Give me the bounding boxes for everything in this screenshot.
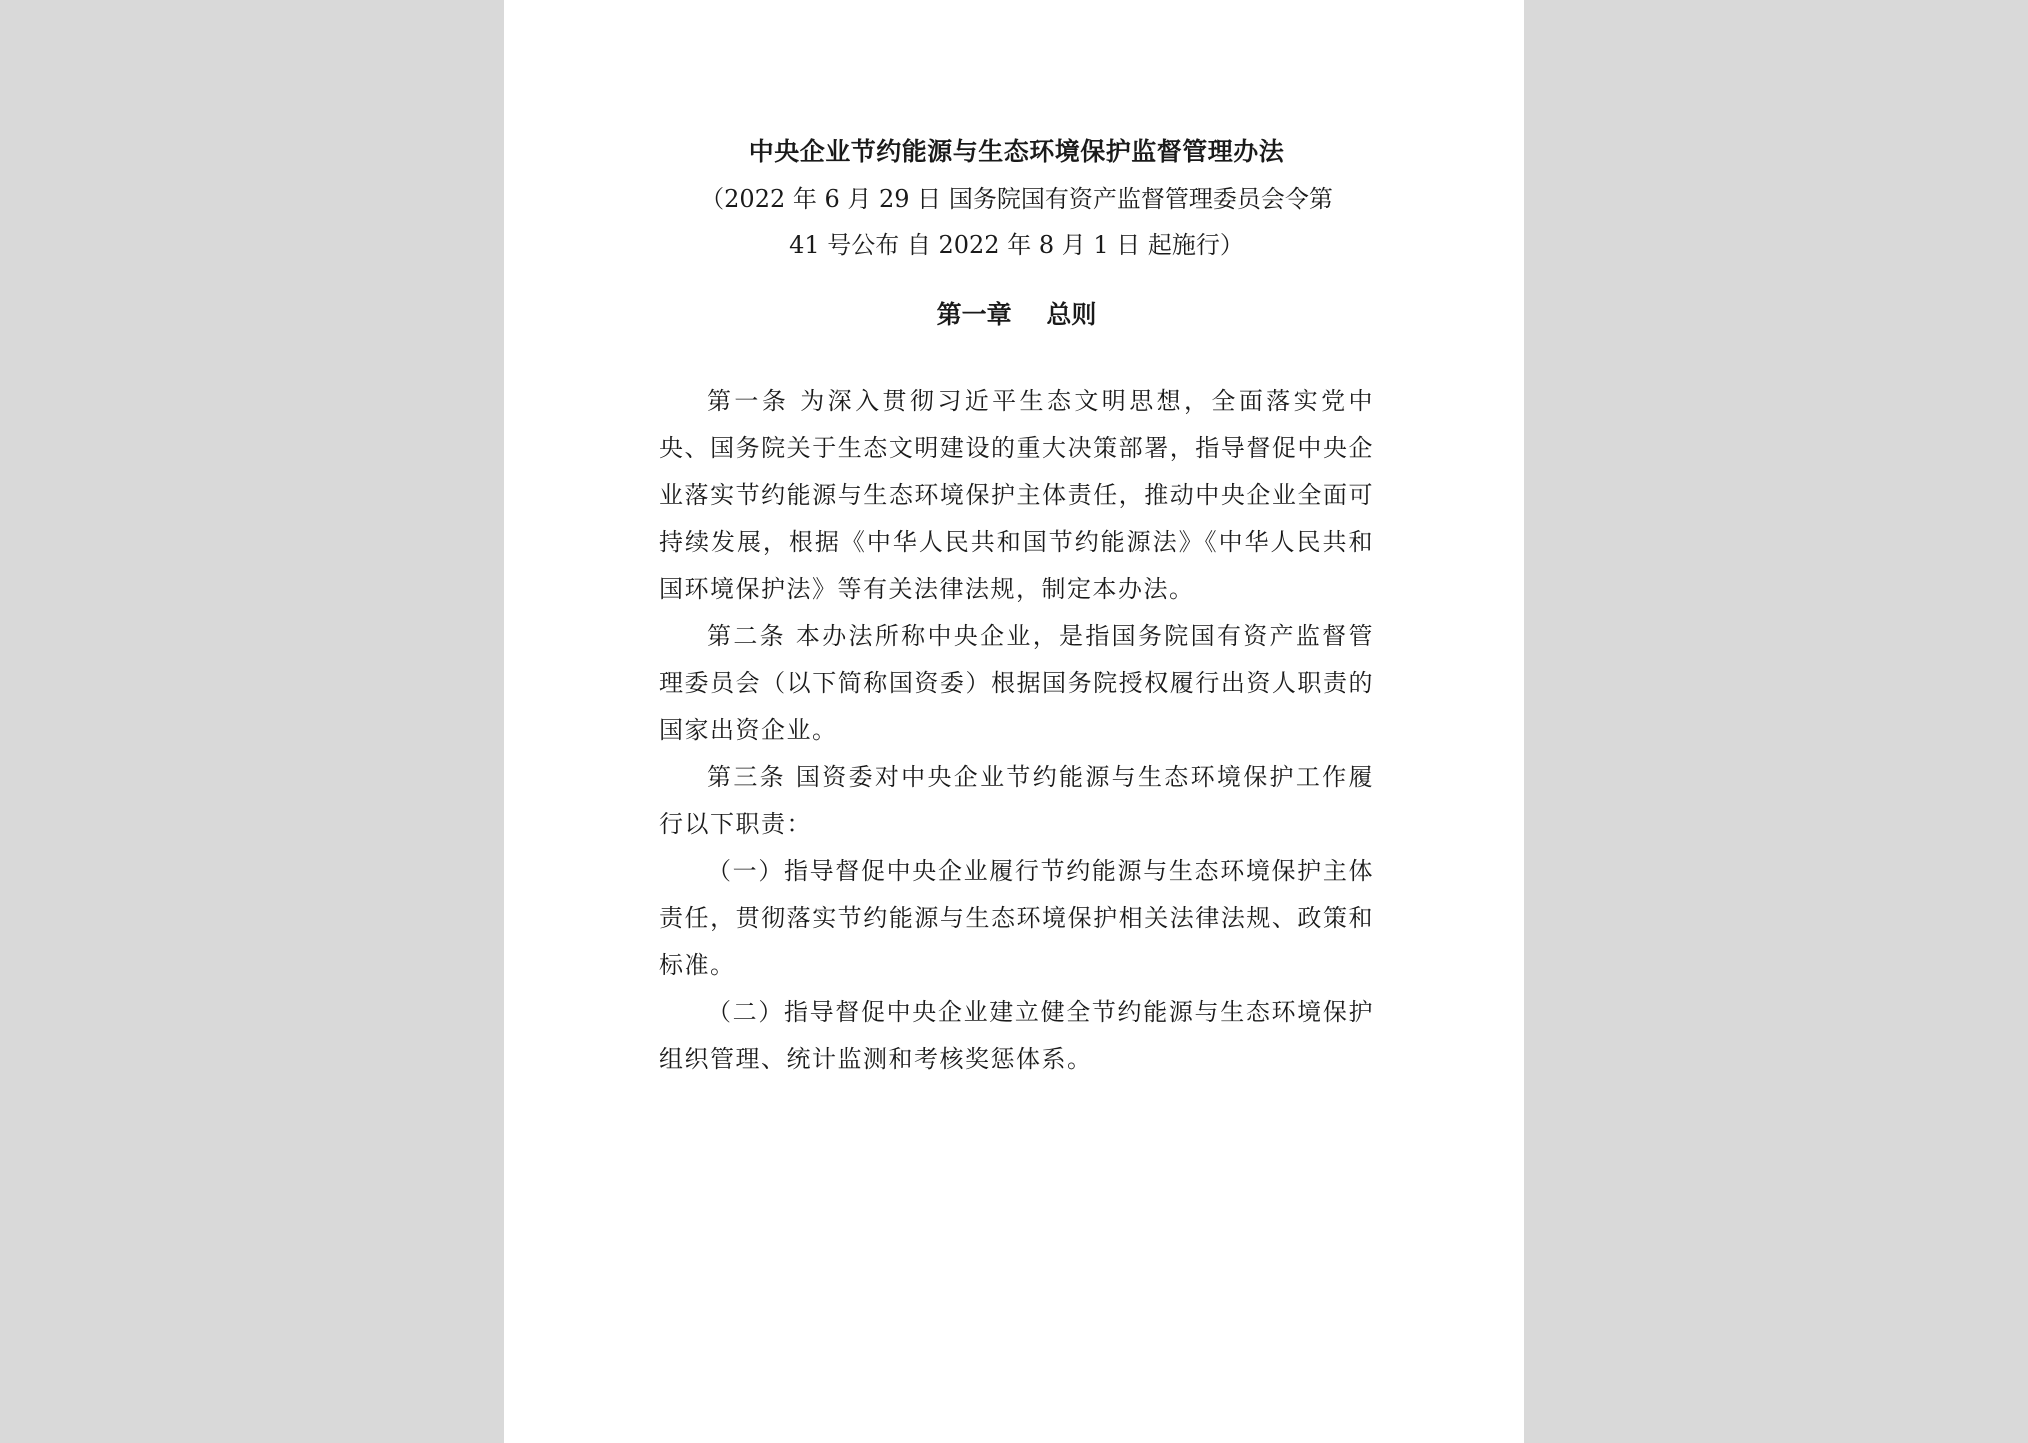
article-1: 第一条 为深入贯彻习近平生态文明思想，全面落实党中央、国务院关于生态文明建设的重大决策部署，指导督促中央企业落实节约能源与生态环境保护主体责任，推动中央企业全面可持续发展，根据《中华人民共和国节约能源法》《中华人民共和国环境保护法》等有关法律法规，制定本办法。	[659, 387, 1374, 603]
document-subtitle-line-1: （2022 年 6 月 29 日 国务院国有资产监督管理委员会令第	[700, 185, 1333, 213]
article-2: 第二条 本办法所称中央企业，是指国务院国有资产监督管理委员会（以下简称国资委）根据国务院授权履行出资人职责的国家出资企业。	[659, 622, 1374, 744]
article-3: 第三条 国资委对中央企业节约能源与生态环境保护工作履行以下职责：	[659, 763, 1374, 838]
document-page	[504, 0, 1524, 1443]
article-3-item-1: （一）指导督促中央企业履行节约能源与生态环境保护主体责任，贯彻落实节约能源与生态环境保护相关法律法规、政策和标准。	[659, 857, 1374, 979]
document-body	[659, 128, 1374, 1083]
document-title: 中央企业节约能源与生态环境保护监督管理办法	[748, 137, 1285, 166]
chapter-heading: 第一章 总则	[936, 300, 1097, 329]
document-subtitle-line-2: 41 号公布 自 2022 年 8 月 1 日 起施行）	[789, 231, 1244, 259]
article-3-item-2: （二）指导督促中央企业建立健全节约能源与生态环境保护组织管理、统计监测和考核奖惩体系。	[659, 998, 1374, 1073]
